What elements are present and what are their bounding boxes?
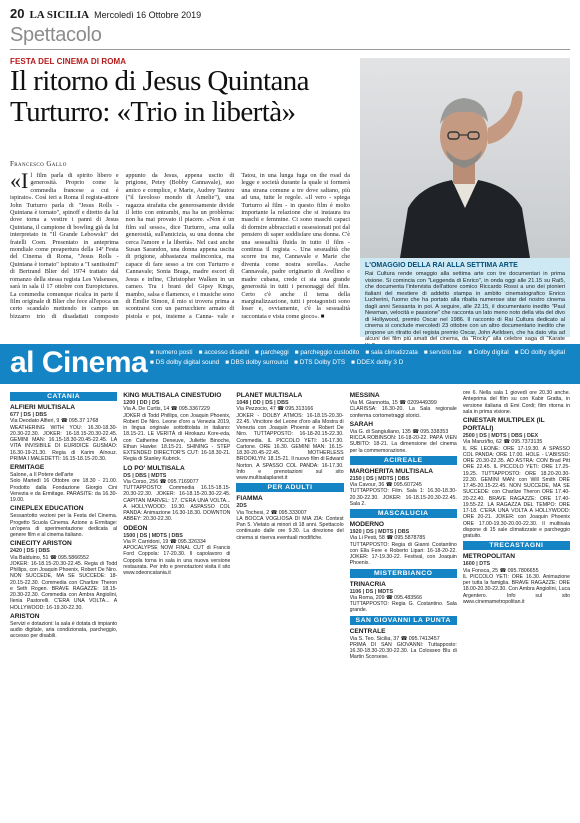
cinema-service-icons: 2DS <box>236 503 247 510</box>
legend-item: ■ parcheggi <box>255 349 289 356</box>
listing-column-2 <box>123 390 230 818</box>
cinema-service-icons: 1048 | DD | DS | DBS <box>236 400 289 406</box>
cinema-name: SARAH <box>349 420 374 428</box>
cinema-address: Via Corso, 256 ☎ 095.7169077 <box>123 478 199 485</box>
cinema-name: CINESTAR MULTIPLEX (IL PORTALI) <box>462 417 545 432</box>
cinema-service-icons: 2420 | DS | DBS <box>10 548 50 555</box>
listing-column-4 <box>350 390 457 818</box>
info-box <box>360 258 570 342</box>
cinema-address: Via G. di Sangiuliano, 135 ☎ 095.338353 <box>349 428 449 435</box>
cinema-service-icons: 677 | DS | DBS <box>10 412 47 418</box>
cinema-name: MODERNO <box>349 521 385 528</box>
cinema-name: ODEON <box>123 524 148 532</box>
cinema-programme: APOCALYPSE NOW FINAL CUT di Francis Ford Coppola: 17-20.30. Il capolavoro di Coppola torna in sala in una nuova versione restaurata. Per info e prenotazioni visita il sito www.odeoncatania.it <box>123 545 231 576</box>
cinema-programme: Servizi e dotazioni: la sala è dotata di impianto audio digitale, aria condizionata, parcheggio, accesso per disabili. <box>10 620 118 640</box>
headline-line-1: Il ritorno di Jesus Quintana <box>10 65 309 97</box>
city-header: ACIREALE <box>350 456 457 465</box>
cinema-address: Via Tochesi, 2 ☎ 095.333007 <box>236 509 307 516</box>
cinema-service-icons: 1500 | DS | MDTS | DBS <box>123 532 183 539</box>
masthead <box>10 6 570 20</box>
cinema-band <box>0 344 580 384</box>
article-kicker: FESTA DEL CINEMA DI ROMA <box>10 57 127 66</box>
cinema-programme: IL RE LEONE: ORE 17-19.30. A SPASSO COL PANDA: ORE 17.00. HOLE - L'ABISSO: ORE 20.30-22.35. AD ASTRA: CON Brad Pitt ORE 22.45. IL PICCOLO YETI: ORE 17.25-19.25. TUTTAPPOSTO: ORE 18.20-20.30-22.30. GEMINI MAN: con Will Smith ORE 17.45-20.15-22.45. NON SUCCEDE, MA SE SUCCEDE: con Charlize Theron ORE 17.40-20-22.40. BRAVE RAGAZZE: ORE 17.40-19.55-22. LA RAGAZZA DEL TEMPO: ORE 17-18. C'ERA UNA VOLTA A HOLLYWOOD: ORE 20-21. JOKER: con Joaquin Phoenix ORE 17.00-19.30-20.00-22.30. Il multisala dispone di 15 sale climatizzate e parcheggio gratuito. <box>462 445 571 539</box>
legend-item: ■ DBS dolby surround <box>225 359 289 366</box>
cinema-name: KING MULTISALA CINESTUDIO <box>123 392 222 399</box>
article-headline <box>10 66 350 128</box>
cinema-address: Via S. Teo. Sicilia, 37 ☎ 095.7413457 <box>349 635 440 642</box>
legend-item: ■ servizio bar <box>423 349 463 356</box>
listing-column-3 <box>236 390 343 818</box>
listing-column-1 <box>10 390 117 818</box>
legend-item: ■ sala climatizzata <box>365 349 418 356</box>
cinema-entry <box>10 505 117 538</box>
cinema-entry <box>463 553 570 605</box>
article-text-2: Blier che fece all'epoca un certo scandalo mettendo in campo un bizzarro trio di disadattati composto appunto da Jesus, appena uscito di prigione, Petey (Bobby Cannavale), suo amico e complice, e Marie, Audrey Tautou ("il favoloso mondo di Amelie"), una ragazza strafatta che generosamente divide il letto con entrambi, ma ha un problema: non ha mai provato il piacere. «Non è un film sul sesso», dice Turturro, «ma sulla generosità, sull'amicizia, su una donna che cerca l'amore e la libertà». Nel cast anche Susan Sarandon, una donna appena uscita di prigione, abbastanza malinconica, ma capace di fare sesso a tre con Turturro e Cannavale; Sonia Braga, madre escort di Jesus e infine, Christopher Walken in un cameo. Tra i brani del Gipsy Kings, mambo, salsa e flamenco, e i musiche sono di Émilie Simon, il mio si trovera prima a scontrarsi con un parrucchiere armato di pistola e poi, insieme a Canna- <box>10 172 235 320</box>
cinema-name: ARISTON <box>10 612 40 620</box>
article-text-3: vale e Tatou, in una lunga fuga on the road da legge e società durante la quale si formerà una strana comune a tre dove saltano, più ad una, tutte le regole. «Il vero - spiega Turturro al film - in questo film è molto importante la relazione che si instaura tra maschi e femmine. Ci sono maschi capaci di dormire abbracciati e ossessionati poi dal pensiero di saper soddisfare una donna. C'è una sessualità fluida in tutto il film - continua il regista -. Una sessualità che scorre tra me, Cannavale e Marie che diventa come nostra sorella». Anche Cannavale, padre originario di Avellino e madre cubana, crede ci sia una grande generosità in tutti i personaggi del film. Certo c'è anche il tema della marginalizzazione, tutti i protagonisti sono loser e, ovviamente, c'è la sessualità raccontata e vista come gioco». ■ <box>217 172 350 320</box>
cinema-service-icons: 2500 | DS | MDTS | DBS | DEX <box>462 433 539 439</box>
info-box-body: Rai Cultura rende omaggio alla settima arte con tre documentari in prima visione. Si comincia con "Leggenda di Enrico", in onda oggi alle 21.15 su Rai5, che documenta l'intervista dell'attore comico Riccardo Rossi a uno dei pionieri italiani del mestiere di addetto stampa in ambito cinematografico Enrico Lucherini, l'uomo che ha portato alla ribalta numerose star del nostro cinema dagli anni Sessanta in poi. A seguire, alle 22.15, il documentario inedito "Paul Newman, velocità e passione" che racconta un lato meno noto della vita del divo di Hollywood, premio Oscar nel 1986. Il racconto di Rai Cultura dedicato al cinema si conclude mercoledì 23 ottobre con un altro documentario inedito che propone un ritratto del regista premio Oscar, John Avildsen, che ha dato vita ad alcuni dei film più amati del cinema, da "Rocky" alla celebre saga di "Karate <box>365 271 565 342</box>
cinema-address: Via Fonsca, 25 ☎ 095.7806655 <box>462 567 539 574</box>
cinema-entry <box>463 390 570 415</box>
cinema-address: Via P. Carridoni, 19 ☎ 095.326334 <box>123 538 206 545</box>
cinema-programme: IL PICCOLO YETI: ORE 16.30. Animazione per tutta la famiglia. BRAVE RAGAZZE: ORE 18.00-20.30-22.30. Con Ambra Angiolini, Luca Argentero. Info sul sito www.cinemametropolitan.it <box>462 573 571 605</box>
cinema-entry <box>236 392 343 481</box>
cinema-name: PLANET MULTISALA <box>236 392 303 399</box>
cinema-address: Via Li Pesti, 58 ☎ 095.5878785 <box>349 535 426 542</box>
city-header: SAN GIOVANNI LA PUNTA <box>350 616 457 625</box>
cinema-entry <box>123 392 230 463</box>
cinema-entry <box>350 421 457 454</box>
cinema-service-icons: DS | DBS | MDTS <box>123 472 167 479</box>
cinema-entry <box>350 392 457 419</box>
cinema-programme: JOKER - DOLBY ATMOS: 16-18.15-20.30-22.45. Vincitore del Leone d'oro alla Mostra di Venezia con Joaquin Phoenix e Robert De Niro. TUTTAPPOSTO: 16-18-20.15-22.30. Commedia. IL PICCOLO YETI: 16-17.30. Cartone. ORE 16.30. GEMINI MAN: 16.15-18.30-20.45-22.45. MOTHERLESS BROOKLYN: 18.15-21. Il nuovo film di Edward Norton. A SPASSO COL PANDA: 16-17.30. Info e prenotazioni sul sito www.multisalaplanet.it <box>236 412 344 481</box>
cinema-entry <box>350 468 457 507</box>
cinema-entry <box>350 581 457 614</box>
cinema-address: Via Roma, 209 ☎ 095.483566 <box>349 594 423 601</box>
cinema-service-icons: 1920 | DS | MDTS | DBS <box>349 529 410 535</box>
cinema-programme: Solo Martedì 16 Ottobre ore 18.30 - 21.00. Prodotto dalla Fondazione Giorgio Cini Venezia e da Ermitage. PARASITE: da 16.30-19.00. <box>10 478 118 503</box>
section-title: Spettacolo <box>10 22 570 50</box>
portrait-photo-icon <box>360 58 570 258</box>
cinema-address: Via M. Giannotta, 15 ☎ 0209449399 <box>349 400 437 406</box>
cinema-entry <box>10 464 117 503</box>
cinema-entry <box>350 521 457 567</box>
cinema-entry <box>10 404 117 462</box>
listing-column-5 <box>463 390 570 818</box>
cinema-programme: WEATHERING WITH YOU: 16.30-18.30-20.30-22.30. JOKER: 16-18.15-20.30-22.45. GEMINI MAN: 16.15-18.30-20.45-22.45. LA VITA INVISIBILE DI EURIDICE GUSMAO: 16.30-19-21.30. Regia di Karim Aïnouz. PRIMA I MALEDETTI: 16.15-18.15-20.30. <box>10 424 118 462</box>
cinema-address: Via Balduino, 51 ☎ 095.5866552 <box>10 554 89 561</box>
article-byline: Francesco Gallo <box>10 160 67 168</box>
city-header: CATANIA <box>10 392 117 401</box>
city-header: PER ADULTI <box>236 483 343 492</box>
newspaper-name: LA SICILIA <box>29 9 90 21</box>
cinema-name: MESSINA <box>349 392 380 399</box>
cinema-programme: TUTTAPPOSTO: Regia di Gianni Costantino con Ella Fere e Roberto Lipari: 16-18-20-22. JOKER: 17-19.30-22. Festival, con Joaquin Phoenix. <box>349 541 457 567</box>
article-text-1: l film parla di spirito libero e generosità. Proprio come la commedia francese a cui è ispirato». Così ieri a Roma il regista-attore John Turturro parla di "Jesus Rolls - Quintana è tornato", spinoff e diretto da lui dove torna a vestire i panni di Jesus Quintana, il campione di bowling già da lui interpretato in "Il Grande Lebowski" dei fratelli Coen. Presentato in anteprima mondiale come preapertura della 14ª Festa del Cinema di Roma, "Jesus Rolls - Quintana è tornato" ispirato a "I santissimi" di Bertrand Blier del 1974 trattato dal romanzo della stessa regista Les Valseuses, sarà in sala il 17 ottobre con Europictures. La commedia comunque ricalca in parte il film originale di <box>10 172 119 305</box>
cinema-address: Via Cavour, 36 ☎ 095.607245 <box>349 482 422 488</box>
cinema-name: ALFIERI MULTISALA <box>10 404 76 411</box>
cinema-entry <box>236 495 343 541</box>
cinema-address: Salone, a Il Potere dell'arte <box>10 472 74 478</box>
cinema-name: MARGHERITA MULTISALA <box>349 467 433 475</box>
cinema-service-icons: 1200 | DD | DS <box>123 400 160 406</box>
cinema-programme: PRIMA DI SAN GIOVANNI: Tuttapposto: 16.30-18.30-20.30-22.30. La Colosseo Blu di Martin Scorsese. <box>349 641 457 661</box>
cinema-programme: ore 6. Nella sala 1 giovedì ore 20.30 anche. Anteprima del film su con Kabir Gratta, in versione italiana di Emi Cordi; film ritorna in sala in prima visione. <box>462 390 571 415</box>
legend-item: ■ accesso disabili <box>198 349 249 356</box>
dropcap: «I <box>10 172 29 193</box>
cinema-programme: JOKER di Todd Phillips, con Joaquin Phoenix, Robert De Niro. Leone d'oro a Venezia 2019, in lingua originale sottotitolata in italiano: 18.15-21. LE VERITÀ di Hirokazu Kore-eda, con Catherine Deneuve, Juliette Binoche, Ethan Hawke: 18.15-21. SHINING - STEP EXTENDED DIRECTOR'S CUT: 16-18.30-21. Regia di Stanley Kubrick. <box>123 412 231 463</box>
city-header: MASCALUCIA <box>350 509 457 518</box>
cinema-name: CENTRALE <box>349 627 386 635</box>
legend-item: ■ Dolby digital <box>468 349 509 356</box>
cinema-programme: CLARISSA: 16.30-20. La Sala regionale conferma cortometraggi storici. <box>349 406 457 419</box>
cinema-name: ERMITAGE <box>10 464 45 471</box>
cinema-programme: LA BOCCA VOGLIOSA DI MIA ZIA: Contest Pan 5. Vietato ai minori di 18 anni. Spettacolo continuato dalle ore 9.30. La direzione del cinema si riserva eventuali modifiche. <box>236 515 344 541</box>
legend-item: ■ DDEX dolby 3 D <box>351 359 404 366</box>
legend-item: ■ DS dolby digital sound <box>150 359 220 366</box>
cinema-entry <box>10 613 117 640</box>
cinema-service-icons: 1106 | DS | MDTS <box>349 588 394 595</box>
cinema-programme: TUTTAPPOSTO: Commedia 16.15-18.15-20.30-22.30. JOKER: 16-18.15-20.30-22.45. CAPITAN MARVEL: 17. C'ERA UNA VOLTA... A HOLLYWOOD: 19.30. ASPASSO COL PANDA: Animazione 16.30-18.30. DOWNTON ABBEY: 20.30-22.30. <box>123 485 231 523</box>
issue-date: Mercoledì 16 Ottobre 2019 <box>94 10 202 20</box>
cinema-entry <box>123 465 230 523</box>
cinema-programme: Sessantotto vezioni per la Festa del Cinema. Progetto Scuola Cinema. Azione a Ermitage: un'opera di sperimentazione dedicata al genere film e al cinema italiano. <box>10 513 118 538</box>
article-body <box>10 172 350 337</box>
cinema-entry <box>123 525 230 577</box>
cinema-programme: RICCA ROBINSON: 16-18-20-22. PAPÀ VIEN SUBITO: 18-21. La dimensione del cinema per la commemorazione. <box>349 435 457 454</box>
cinema-programme: JOKER: 16-18.15-20.30-22.45. Regia di Todd Phillips, con Joaquin Phoenix, Robert De Niro. NON SUCCEDE, MA SE SUCCEDE: 18-20.15-22.30. Commedia con Charlize Theron e Seth Rogen. BRAVE RAGAZZE: 18.15-20.30-22.30. Commedia con Ambra Angiolini, Ilenia Pastorelli. C'ERA UNA VOLTA... A HOLLYWOOD: 16-19.30-22.30. <box>10 560 118 611</box>
city-header: TRECASTAGNI <box>463 541 570 550</box>
cinema-band-title: al Cinema <box>10 346 148 379</box>
cinema-name: LO PO' MULTISALA <box>123 464 185 472</box>
cinema-entry <box>350 628 457 661</box>
cinema-service-icons: 1600 | DTS <box>462 561 491 568</box>
city-header: MISTERBIANCO <box>350 569 457 578</box>
cinema-address: Via Manzi/fio, 62 ☎ 095.7373135 <box>462 439 543 446</box>
legend-item: ■ parcheggio custodito <box>294 349 360 356</box>
legend-item: ■ numero posti <box>150 349 193 356</box>
cinema-programme: TUTTAPPOSTO: Film. Sala 1: 16.30-18.30-20.30-22.30. JOKER: 16-18.15-20.30-22.45. Sala 2. <box>349 488 457 507</box>
article-photo <box>360 58 570 258</box>
cinema-address: Via Pezzocio, 47 ☎ 095.313166 <box>236 406 314 413</box>
cinema-programme: TUTTAPPOSTO: Regia G. Costantino. Sala grande. <box>349 601 457 614</box>
info-box-title: L'OMAGGIO DELLA RAI ALLA SETTIMA ARTE <box>365 262 518 269</box>
cinema-name: TRINACRIA <box>349 580 386 588</box>
cinema-address: Via A. De Curtis, 14 ☎ 095.3367229 <box>123 406 210 413</box>
cinema-name: CINEPLEX EDUCATION <box>10 505 84 513</box>
cinema-service-icons: 2150 | DS | MDTS | DBS <box>349 475 410 482</box>
headline-line-2: Turturro: «Trio in libertà» <box>10 96 296 128</box>
page-number: 20 <box>10 6 25 21</box>
cinema-listings <box>10 390 570 818</box>
cinema-name: FIAMMA <box>236 495 263 503</box>
legend-item: ■ DD dolby digital <box>514 349 566 356</box>
cinema-address: Via Deodato Alfieri, 9 ☎ 095.37 1768 <box>10 418 99 425</box>
cinema-name: METROPOLITAN <box>462 553 516 561</box>
cinema-name: CINECITY ARISTON <box>10 540 72 548</box>
cinema-entry <box>463 417 570 539</box>
legend-item: ■ DTS Dolby DTS <box>294 359 346 366</box>
cinema-entry <box>10 540 117 611</box>
services-legend <box>150 348 575 368</box>
